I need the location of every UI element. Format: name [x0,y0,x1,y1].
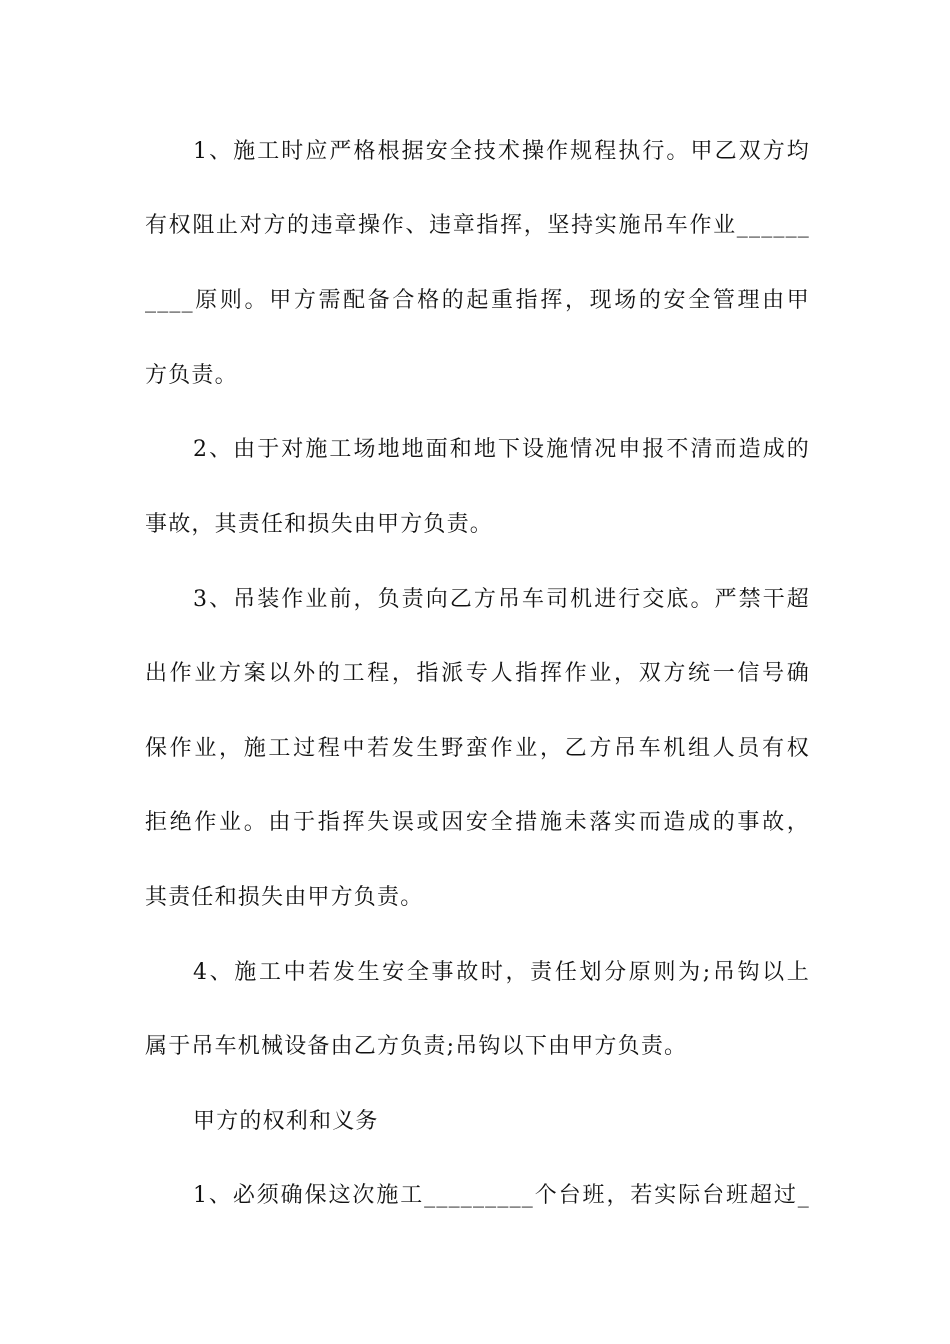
section-heading: 甲方的权利和义务 [193,1109,379,1134]
paragraph-line: 出作业方案以外的工程，指派专人指挥作业，双方统一信号确 [145,661,810,686]
paragraph-line: 事故，其责任和损失由甲方负责。 [145,512,494,537]
paragraph-line: 3、吊装作业前，负责向乙方吊车司机进行交底。严禁干超 [193,587,810,612]
paragraph-line: 4、施工中若发生安全事故时，责任划分原则为;吊钩以上 [193,960,810,985]
paragraph-line: 拒绝作业。由于指挥失误或因安全措施未落实而造成的事故， [145,810,810,835]
paragraph-line: ____原则。甲方需配备合格的起重指挥，现场的安全管理由甲 [145,288,810,313]
paragraph-line: 方负责。 [145,363,238,388]
paragraph-line: 属于吊车机械设备由乙方负责;吊钩以下由甲方负责。 [145,1034,688,1059]
paragraph-line: 其责任和损失由甲方负责。 [145,885,424,910]
paragraph-line: 1、必须确保这次施工_________个台班，若实际台班超过_ [193,1183,810,1208]
paragraph-line: 2、由于对施工场地地面和地下设施情况申报不清而造成的 [193,437,810,462]
paragraph-line: 保作业，施工过程中若发生野蛮作业，乙方吊车机组人员有权 [145,736,810,761]
paragraph-line: 1、施工时应严格根据安全技术操作规程执行。甲乙双方均 [193,139,810,164]
paragraph-line: 有权阻止对方的违章操作、违章指挥，坚持实施吊车作业______ [145,213,810,238]
